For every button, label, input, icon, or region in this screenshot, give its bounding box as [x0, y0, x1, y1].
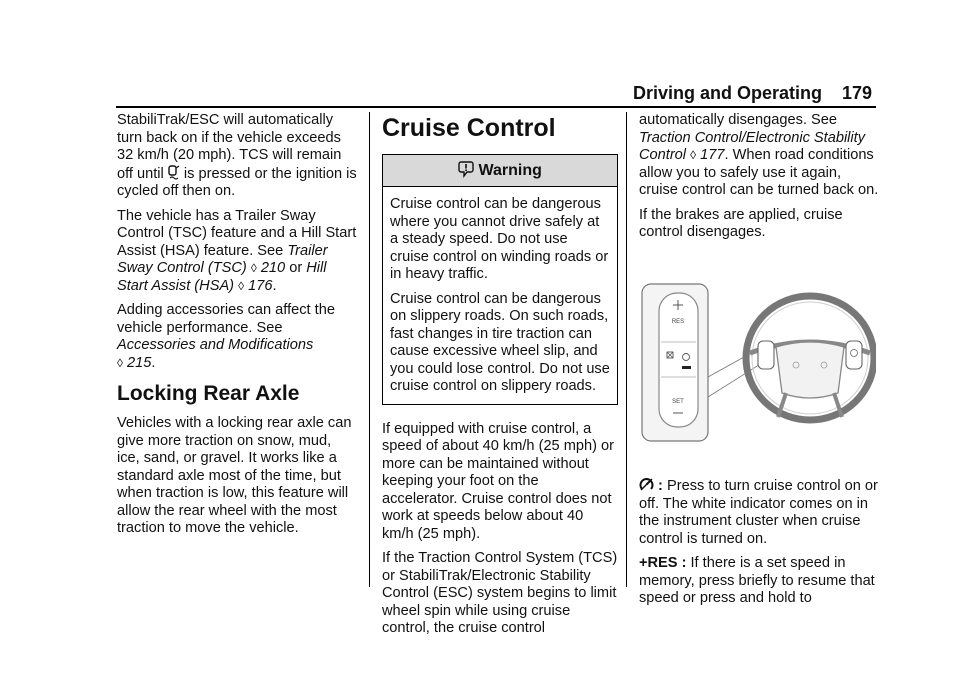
paragraph-cruise-intro: If equipped with cruise control, a speed of about 40 km/h (25 mph) or more can be maintained without keeping your foot on the accelerator. Cruise control does not work at speeds below about 40 km/h (25 mph). [382, 420, 615, 542]
paragraph-brakes: If the brakes are applied, cruise control disengages. [639, 206, 843, 240]
page-ref-icon: ◊ [238, 278, 245, 293]
warning-header [383, 155, 617, 187]
column-divider-1 [369, 112, 370, 587]
warning-box [382, 154, 618, 405]
paragraph-disengage: automatically disengages. See Traction Control/Electronic Stability Control ◊ 177. When road conditions allow you to safely use it again, cruise control can be turned back on. [639, 112, 879, 198]
link-traction-control[interactable]: Traction Control/Electronic Stability Control [639, 129, 866, 163]
steering-wheel-cruise-controls-illustration [636, 267, 876, 452]
paragraph-tsc-hsa: The vehicle has a Trailer Sway Control (TSC) feature and a Hill Start Assist (HSA) feature. See Trailer Sway Control (TSC) ◊ 210 or Hill Start Assist (HSA) ◊ 176. [117, 207, 357, 294]
column-divider-2 [626, 112, 627, 587]
section-title: Driving and Operating [633, 83, 823, 103]
warning-body [383, 187, 617, 404]
heading-locking-rear-axle: Locking Rear Axle [117, 382, 300, 405]
set-label: SET [672, 398, 684, 405]
page-ref-icon: ◊ [690, 148, 697, 162]
page-ref-176[interactable]: 176 [248, 277, 273, 294]
heading-cruise-control: Cruise Control [382, 114, 556, 142]
page-number: 179 [842, 83, 873, 103]
header-rule [116, 106, 876, 108]
column-3 [639, 112, 881, 615]
page-ref-215[interactable]: 215 [127, 354, 152, 371]
res-label: RES [671, 318, 685, 325]
warning-paragraph: Cruise control can be dangerous where you cannot drive safely at a steady speed. Do not use cruise control on winding roads or in heavy traffic. [390, 196, 609, 282]
paragraph-cruise-tcs: If the Traction Control System (TCS) or StabiliTrak/Electronic Stability Control (ESC) system begins to limit wheel spin while using cruise control, the cruise control [382, 550, 618, 636]
traction-control-off-icon [168, 165, 180, 180]
page-ref-177[interactable]: 177 [700, 147, 725, 163]
warning-paragraph: Cruise control can be dangerous on slippery roads. On such roads, fast changes in tire traction can cause excessive wheel slip, and you could lose control. Do not use cruise control on slippery roads. [390, 290, 610, 394]
paragraph-locking-rear-axle: Vehicles with a locking rear axle can give more traction on snow, mud, ice, sand, or gravel. It works like a standard axle most of the time, but when traction is low, this feature will allow the rear wheel with the most traction to move the vehicle. [117, 415, 352, 536]
link-hill-start-assist[interactable]: Hill Start Assist (HSA) [117, 260, 327, 294]
column-1 [117, 112, 357, 545]
warning-icon [458, 160, 474, 178]
paragraph-accessories: Adding accessories can affect the vehicle performance. See Accessories and Modifications ◊ 215. [117, 302, 335, 371]
cruise-control-icon [639, 477, 654, 492]
column-2 [382, 112, 618, 645]
res-button-label: +RES : [639, 555, 691, 571]
page-ref-210[interactable]: 210 [260, 260, 286, 276]
page-ref-icon: ◊ [117, 355, 123, 370]
paragraph-stabilitrak: StabiliTrak/ESC will automatically turn back on if the vehicle exceeds 32 km/h (20 mph). TCS will remain off until is pressed or the ignition is cycled off then on. [117, 112, 357, 199]
warning-title: Warning [478, 162, 542, 179]
link-trailer-sway-control[interactable]: Trailer Sway Control (TSC) [117, 242, 328, 276]
link-accessories-modifications[interactable]: Accessories and Modifications [117, 337, 314, 353]
paragraph-res-button: +RES : If there is a set speed in memory, press briefly to resume that speed or press and hold to [639, 555, 875, 606]
paragraph-cruise-button: : Press to turn cruise control on or off. The white indicator comes on in the instrument cluster when cruise control is turned on. [639, 478, 878, 547]
page-ref-icon: ◊ [250, 261, 257, 275]
